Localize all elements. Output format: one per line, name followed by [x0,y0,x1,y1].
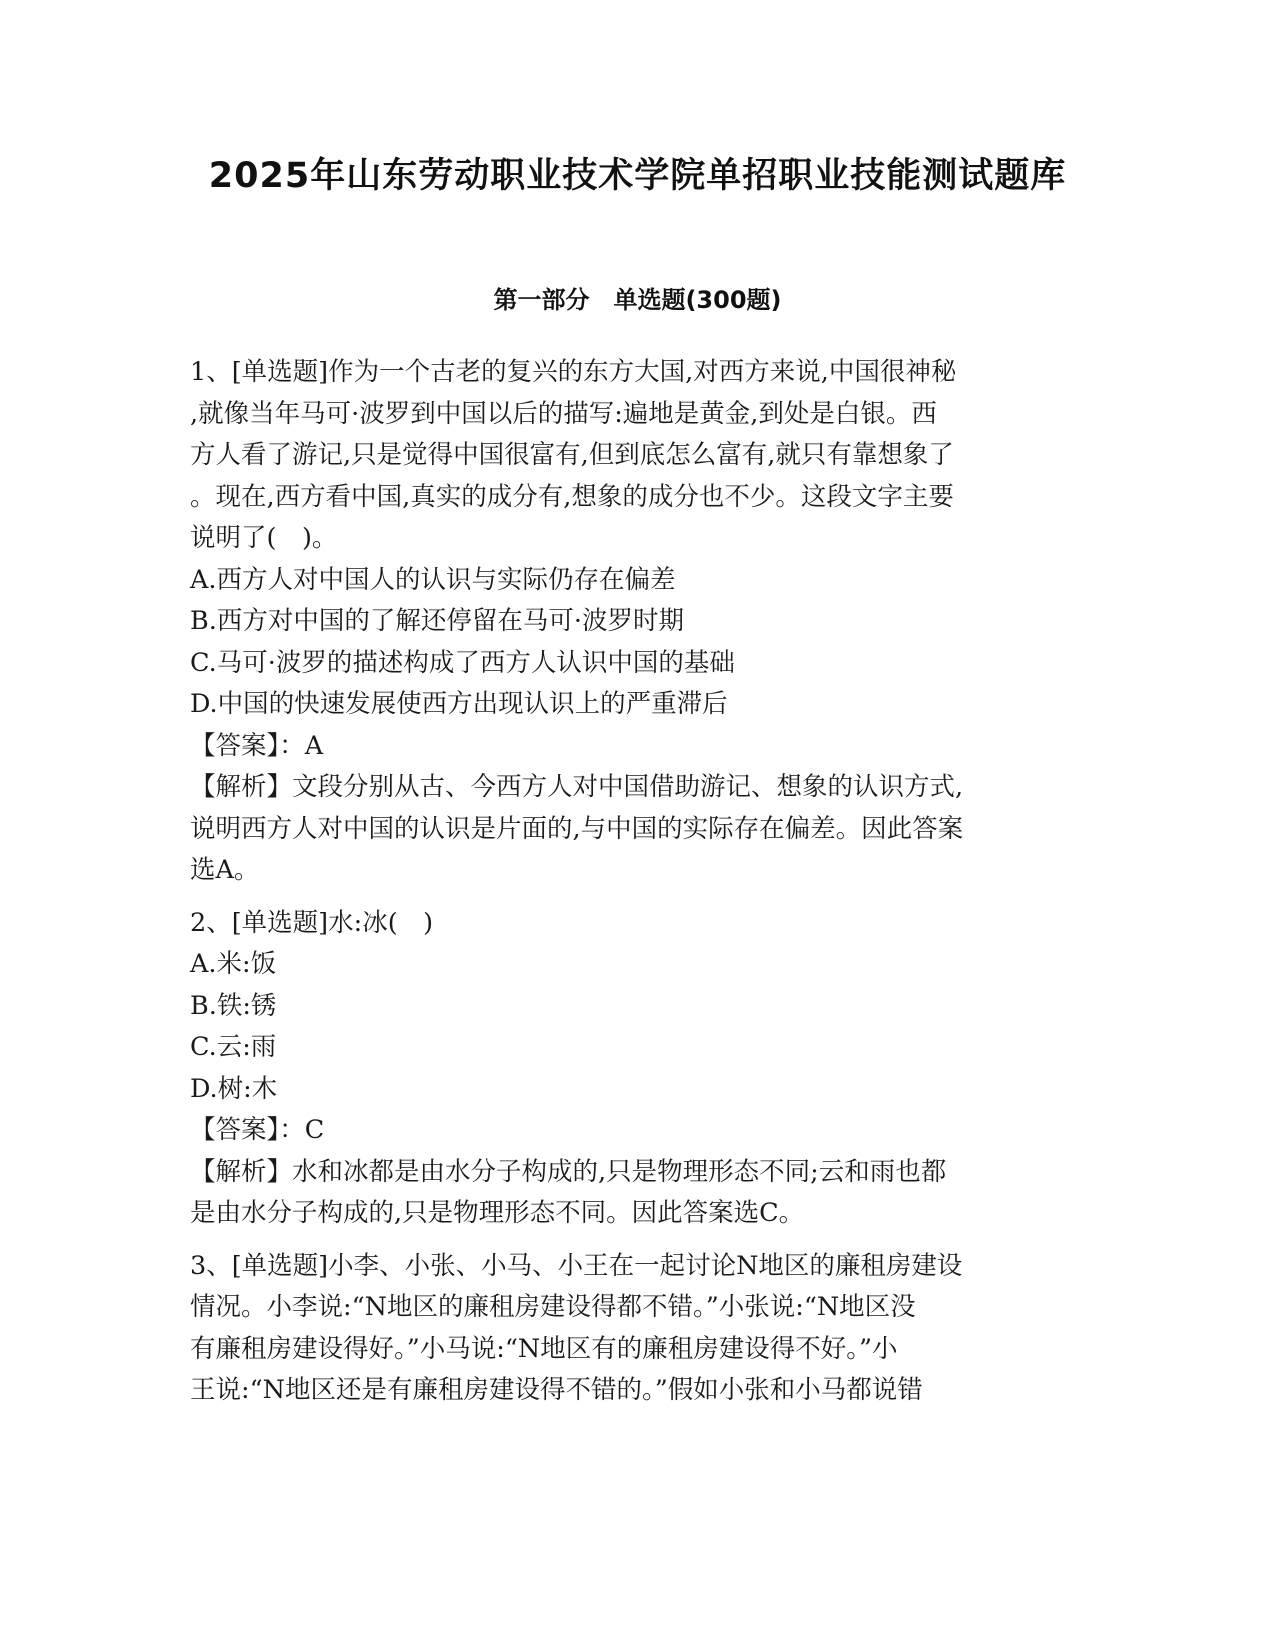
option-list [190,560,1070,726]
answer: 【答案】：A [190,730,324,761]
question-stem [190,1246,1070,1412]
question-stem-line: 说明了( )。 [190,523,338,553]
analysis-line: 选A。 [190,855,260,885]
question-stem [190,903,1070,945]
section-title: 第一部分 单选题(300题) [493,286,782,314]
option-c: C.马可·波罗的描述构成了西方人认识中国的基础 [190,647,735,678]
question-2 [190,903,1070,1235]
option-d: D.树:木 [190,1073,278,1104]
document-title: 2025年山东劳动职业技术学院单招职业技能测试题库 [208,156,1067,196]
question-stem-line: ,就像当年马可·波罗到中国以后的描写:遍地是黄金,到处是白银。西 [190,398,937,429]
option-b: B.西方对中国的了解还停留在马可·波罗时期 [190,606,684,636]
option-a: A.米:饭 [190,949,277,979]
question-3 [190,1246,1070,1412]
analysis [190,1152,1070,1235]
question-list [190,352,1070,1423]
question-stem-line: 情况。小李说:“N地区的廉租房建设得都不错。”小张说:“N地区没 [190,1292,916,1322]
question-stem-line: 1、[单选题]作为一个古老的复兴的东方大国,对西方来说,中国很神秘 [190,357,957,387]
analysis [190,767,1070,892]
option-list [190,944,1070,1110]
analysis-line: 【解析】文段分别从古、今西方人对中国借助游记、想象的认识方式, [190,772,964,802]
option-c: C.云:雨 [190,1032,277,1062]
question-stem-line: 王说:“N地区还是有廉租房建设得不错的。”假如小张和小马都说错 [190,1375,923,1405]
question-1 [190,352,1070,892]
analysis-line: 是由水分子构成的,只是物理形态不同。因此答案选C。 [190,1198,805,1228]
question-stem-line: 。现在,西方看中国,真实的成分有,想象的成分也不少。这段文字主要 [190,481,954,512]
question-stem [190,352,1070,560]
analysis-line: 说明西方人对中国的认识是片面的,与中国的实际存在偏差。因此答案 [190,813,964,844]
option-a: A.西方人对中国人的认识与实际仍存在偏差 [190,564,676,595]
question-stem-line: 有廉租房建设得好。”小马说:“N地区有的廉租房建设得不好。”小 [190,1333,898,1364]
question-stem-line: 方人看了游记,只是觉得中国很富有,但到底怎么富有,就只有靠想象了 [190,440,954,470]
option-d: D.中国的快速发展使西方出现认识上的严重滞后 [190,689,728,719]
answer: 【答案】：C [190,1115,325,1145]
analysis-line: 【解析】水和冰都是由水分子构成的,只是物理形态不同;云和雨也都 [190,1156,947,1187]
question-stem-line: 3、[单选题]小李、小张、小马、小王在一起讨论N地区的廉租房建设 [190,1250,963,1281]
option-b: B.铁:锈 [190,990,277,1021]
question-stem-line: 2、[单选题]水:冰( ) [190,907,434,938]
